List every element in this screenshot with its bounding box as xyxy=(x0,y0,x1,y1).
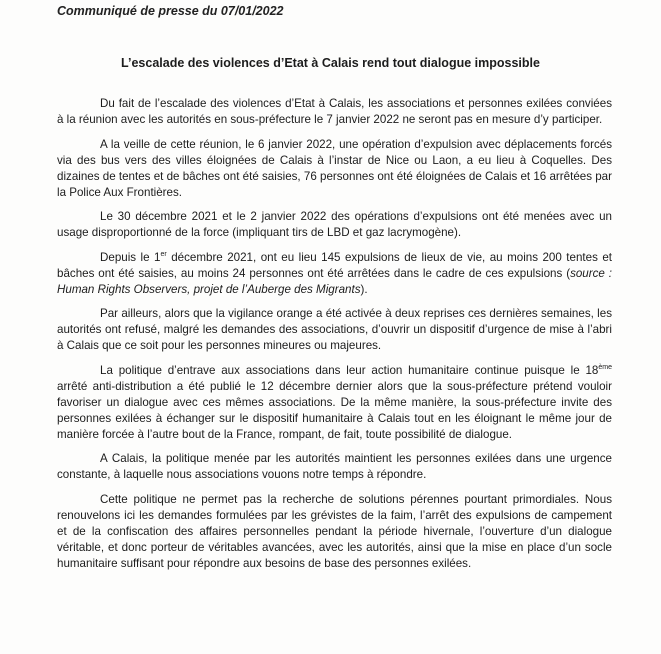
paragraph-6-superscript: ème xyxy=(598,363,612,371)
paragraph-4-superscript: er xyxy=(160,250,167,258)
press-release-date-header: Communiqué de presse du 07/01/2022 xyxy=(57,4,284,18)
paragraph-5: Par ailleurs, alors que la vigilance orange a été activée à deux reprises ces dernières semaines, les autorités ont refusé, malgré les demandes des associations, d’ouvrir un dispositif d’urgence de mise à l’abri à Calais que ce soit pour les personnes mineures ou majeures. xyxy=(57,307,612,352)
document-title: L’escalade des violences d’Etat à Calais rend tout dialogue impossible xyxy=(121,56,540,70)
paragraph-3: Le 30 décembre 2021 et le 2 janvier 2022 des opérations d’expulsions ont été menées avec un usage disproportionné de la force (impliquant tirs de LBD et gaz lacrymogène). xyxy=(57,210,612,239)
paragraph-6-text-b: arrêté anti-distribution a été publié le 12 décembre dernier alors que la sous-préfecture prétend vouloir favoriser un dialogue avec ces mêmes associations. De la même manière, la sous-préfecture invite des personnes exilées à échanger sur le dispositif humanitaire à Calais tout en les éloignant le même jour de manière forcée à l’autre bout de la France, rompant, de fait, toute possibilité de dialogue. xyxy=(57,379,612,441)
paragraph-4-source: source : Human Rights Observers, projet de l’Auberge des Migrants xyxy=(57,266,612,296)
paragraph-4 xyxy=(57,250,612,298)
paragraph-8: Cette politique ne permet pas la recherche de solutions pérennes pourtant primordiales. Nous renouvelons ici les demandes formulées par les grévistes de la faim, l’arrêt des expulsions de campement et de la confiscation des affaires personnelles pendant la période hivernale, l’ouverture d’un dialogue véritable, et donc porteur de véritables avancées, avec les autorités, ainsi que la mise en place d’un socle humanitaire suffisant pour répondre aux besoins de base des personnes exilées. xyxy=(57,492,612,570)
paragraph-2: A la veille de cette réunion, le 6 janvier 2022, une opération d’expulsion avec déplacements forcés via des bus vers des villes éloignées de Calais à l’instar de Nice ou Laon, a eu lieu à Coquelles. Des dizaines de tentes et de bâches ont été saisies, 76 personnes ont été éloignées de Calais et 16 arrêtées par la Police Aux Frontières. xyxy=(57,137,612,199)
paragraph-7: A Calais, la politique menée par les autorités maintient les personnes exilées dans une urgence constante, à laquelle nous associations vouons notre temps à répondre. xyxy=(57,452,612,481)
paragraph-1: Du fait de l’escalade des violences d’Etat à Calais, les associations et personnes exilées conviées à la réunion avec les autorités en sous-préfecture le 7 janvier 2022 ne seront pas en mesure d’y participer. xyxy=(57,97,612,126)
paragraph-4-text-c: ). xyxy=(360,282,368,296)
paragraph-6-text-a: La politique d’entrave aux associations dans leur action humanitaire continue puisque le 18 xyxy=(100,363,599,377)
paragraph-4-text-a: Depuis le 1 xyxy=(100,250,161,264)
paragraph-6 xyxy=(57,363,612,443)
document-body xyxy=(57,96,612,572)
paragraph-4-text-b: décembre 2021, ont eu lieu 145 expulsions de lieux de vie, au moins 200 tentes et bâches ont été saisies, au moins 24 personnes ont été arrêtées dans le cadre de ces expulsions ( xyxy=(57,250,612,280)
